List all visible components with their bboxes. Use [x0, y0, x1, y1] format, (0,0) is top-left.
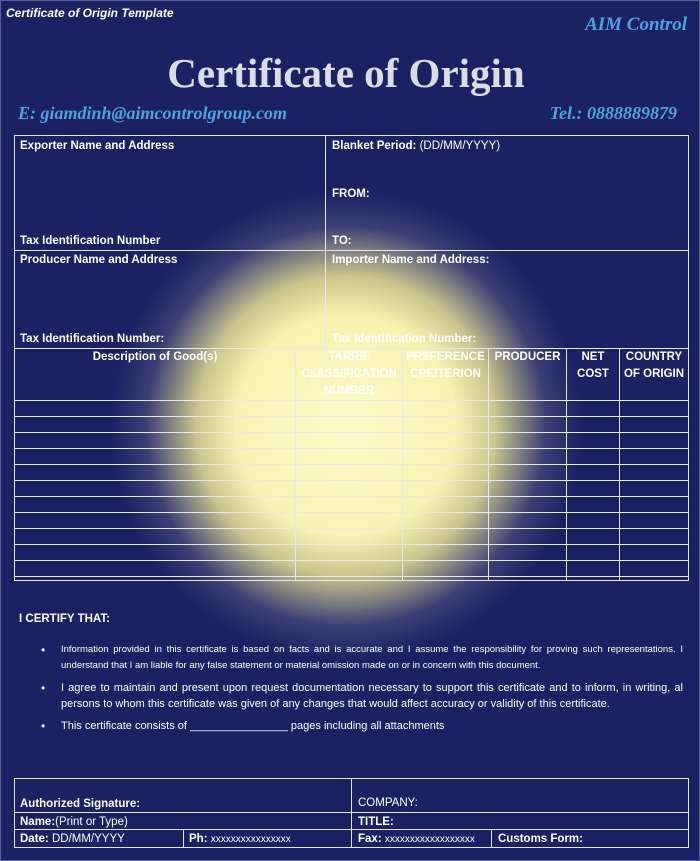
fax-value: xxxxxxxxxxxxxxxxxx [384, 834, 475, 845]
certify-item: • I agree to maintain and present upon request documentation necessary to support this certificate and to inform, in writing, al persons to whom this certificate was given of any changes that would affect accuracy or validity of this certificate. [41, 680, 683, 712]
customs-form-label: Customs Form: [498, 833, 583, 845]
name-label: Name:(Print or Type) [20, 816, 128, 828]
company-label: COMPANY: [358, 797, 418, 809]
table-row-line [14, 480, 689, 481]
date-value: DD/MM/YYYY [51, 833, 125, 845]
table-row-line [14, 400, 689, 401]
importer-tax-label: Tax Identification Number: [332, 333, 477, 345]
fax-label: Fax: xxxxxxxxxxxxxxxxxx [358, 833, 475, 845]
col-header-description: Description of Good(s) [92, 351, 218, 363]
col-header-net-cost: NET COST [577, 351, 609, 380]
table-bottom-border [14, 580, 689, 581]
col-header-country: COUNTRY OF ORIGIN [623, 351, 685, 380]
col-header-preference: PREFERENCE CREITERION [406, 351, 485, 380]
sig-mid-divider [351, 778, 352, 848]
producer-label: Producer Name and Address [20, 254, 178, 266]
top-border [14, 135, 689, 136]
table-row-line [14, 448, 689, 449]
phone-label: Ph: xxxxxxxxxxxxxxxx [189, 833, 291, 845]
exporter-label: Exporter Name and Address [20, 140, 175, 152]
col-header-producer: PRODUCER [494, 351, 561, 363]
blanket-period-hint: (DD/MM/YYYY) [419, 140, 501, 152]
sig-left-border [14, 778, 15, 848]
brand-name: AIM Control [585, 14, 687, 35]
table-row-line [14, 576, 689, 577]
certify-item: • This certificate consists of ________________ pages including all attachments [41, 718, 683, 734]
page-title: Certificate of Origin [167, 50, 525, 96]
table-row-line [14, 512, 689, 513]
right-border [688, 135, 689, 581]
template-label: Certificate of Origin Template [6, 6, 174, 20]
importer-label: Importer Name and Address: [332, 254, 490, 266]
table-row-line [14, 416, 689, 417]
from-label: FROM: [332, 188, 370, 200]
name-hint: (Print or Type) [55, 816, 128, 828]
certify-item: • Information provided in this certificate is based on facts and is accurate and I assume the responsibility for proving such representations. I understand that I am liable for any false statement or material omission made on or in concern with this document. [41, 642, 683, 674]
blanket-period-label: Blanket Period: (DD/MM/YYYY) [332, 140, 501, 152]
contact-phone: Tel.: 0888889879 [549, 103, 677, 123]
date-label: Date: DD/MM/YYYY [20, 833, 125, 845]
table-row-line [14, 496, 689, 497]
to-label: TO: [332, 235, 352, 247]
col-header-tarrif: TARRIF CLASSIFICATION NUMBER [301, 351, 397, 397]
exporter-tax-label: Tax Identification Number [20, 235, 161, 247]
sig-row-line [14, 829, 689, 830]
mid-divider [325, 135, 326, 348]
title-label: TITLE: [358, 816, 394, 828]
sig-col-line [183, 829, 184, 847]
contact-email: E: giamdinh@aimcontrolgroup.com [18, 103, 288, 123]
table-row-line [14, 544, 689, 545]
table-row-line [14, 528, 689, 529]
certify-heading: I CERTIFY THAT: [19, 613, 110, 625]
authorized-signature-label: Authorized Signature: [20, 798, 141, 810]
sig-row-line [14, 812, 689, 813]
table-row-line [14, 464, 689, 465]
table-row-line [14, 432, 689, 433]
row-divider-1 [14, 250, 689, 251]
sig-col-line [491, 829, 492, 847]
table-row-line [14, 560, 689, 561]
phone-value: xxxxxxxxxxxxxxxx [210, 834, 291, 845]
producer-tax-label: Tax Identification Number: [20, 333, 165, 345]
certify-list [41, 642, 683, 740]
sig-right-border [688, 778, 689, 848]
